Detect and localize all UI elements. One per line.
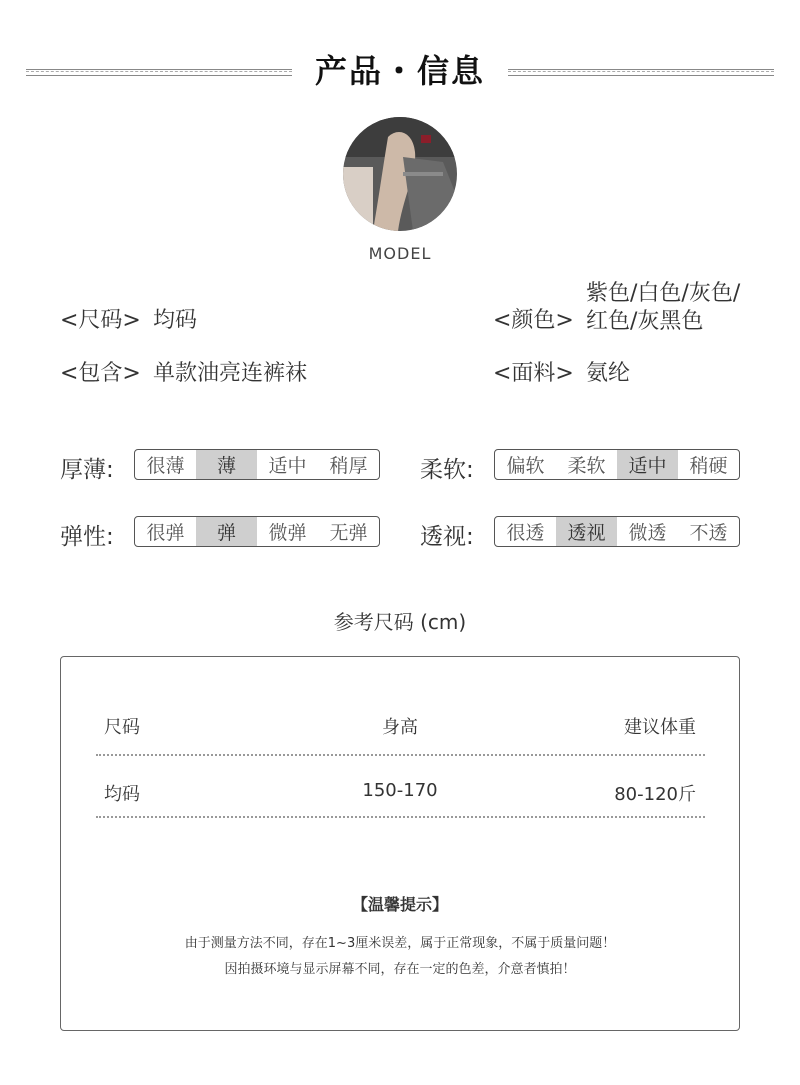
table-header-weight: 建议体重 (624, 717, 696, 738)
transparency-option: 很透 (506, 522, 545, 544)
table-cell-size: 均码 (104, 784, 140, 805)
table-header-size: 尺码 (104, 717, 140, 738)
elasticity-option-selected: 弹 (196, 517, 257, 546)
transparency-label: 透视: (420, 524, 474, 550)
softness-option: 稍硬 (689, 455, 728, 477)
thickness-option: 稍厚 (329, 455, 368, 477)
tips-line-2: 因拍摄环境与显示屏幕不同，存在一定的色差，介意者慎拍！ (224, 962, 576, 977)
thickness-option: 很薄 (146, 455, 185, 477)
thickness-label: 厚薄: (60, 457, 114, 483)
softness-option: 柔软 (567, 455, 606, 477)
softness-option: 偏软 (506, 455, 545, 477)
tips-line-1: 由于测量方法不同，存在1~3厘米误差，属于正常现象，不属于质量问题！ (184, 936, 616, 951)
fabric-label: <面料> (493, 361, 574, 386)
table-header-height: 身高 (382, 717, 418, 738)
size-table-title: 参考尺码 (cm) (333, 610, 467, 634)
include-label: <包含> (60, 361, 141, 386)
table-cell-weight: 80-120斤 (614, 784, 696, 805)
size-value: 均码 (153, 308, 198, 333)
transparency-option: 不透 (689, 522, 728, 544)
color-value-line2: 红色/灰黑色 (586, 309, 704, 334)
table-divider (96, 754, 705, 756)
softness-scale (494, 449, 740, 480)
softness-option-selected: 适中 (617, 450, 678, 479)
thickness-option: 适中 (268, 455, 307, 477)
elasticity-option: 很弹 (146, 522, 185, 544)
size-label: <尺码> (60, 308, 141, 333)
transparency-scale (494, 516, 740, 547)
include-value: 单款油亮连裤袜 (153, 361, 308, 386)
table-cell-height: 150-170 (362, 780, 438, 801)
softness-label: 柔软: (420, 457, 474, 483)
elasticity-option: 微弹 (268, 522, 307, 544)
table-divider (96, 816, 705, 818)
page-title: 产品・信息 (314, 52, 485, 90)
transparency-option-selected: 透视 (556, 517, 617, 546)
tips-title: 【温馨提示】 (351, 895, 448, 914)
elasticity-option: 无弹 (329, 522, 368, 544)
transparency-option: 微透 (628, 522, 667, 544)
thickness-scale (134, 449, 380, 480)
model-label: MODEL (368, 244, 432, 263)
thickness-option-selected: 薄 (196, 450, 257, 479)
elasticity-label: 弹性: (60, 524, 114, 550)
color-label: <颜色> (493, 308, 574, 333)
color-value-line1: 紫色/白色/灰色/ (586, 281, 741, 306)
elasticity-scale (134, 516, 380, 547)
model-photo (343, 117, 457, 231)
fabric-value: 氨纶 (586, 361, 631, 386)
